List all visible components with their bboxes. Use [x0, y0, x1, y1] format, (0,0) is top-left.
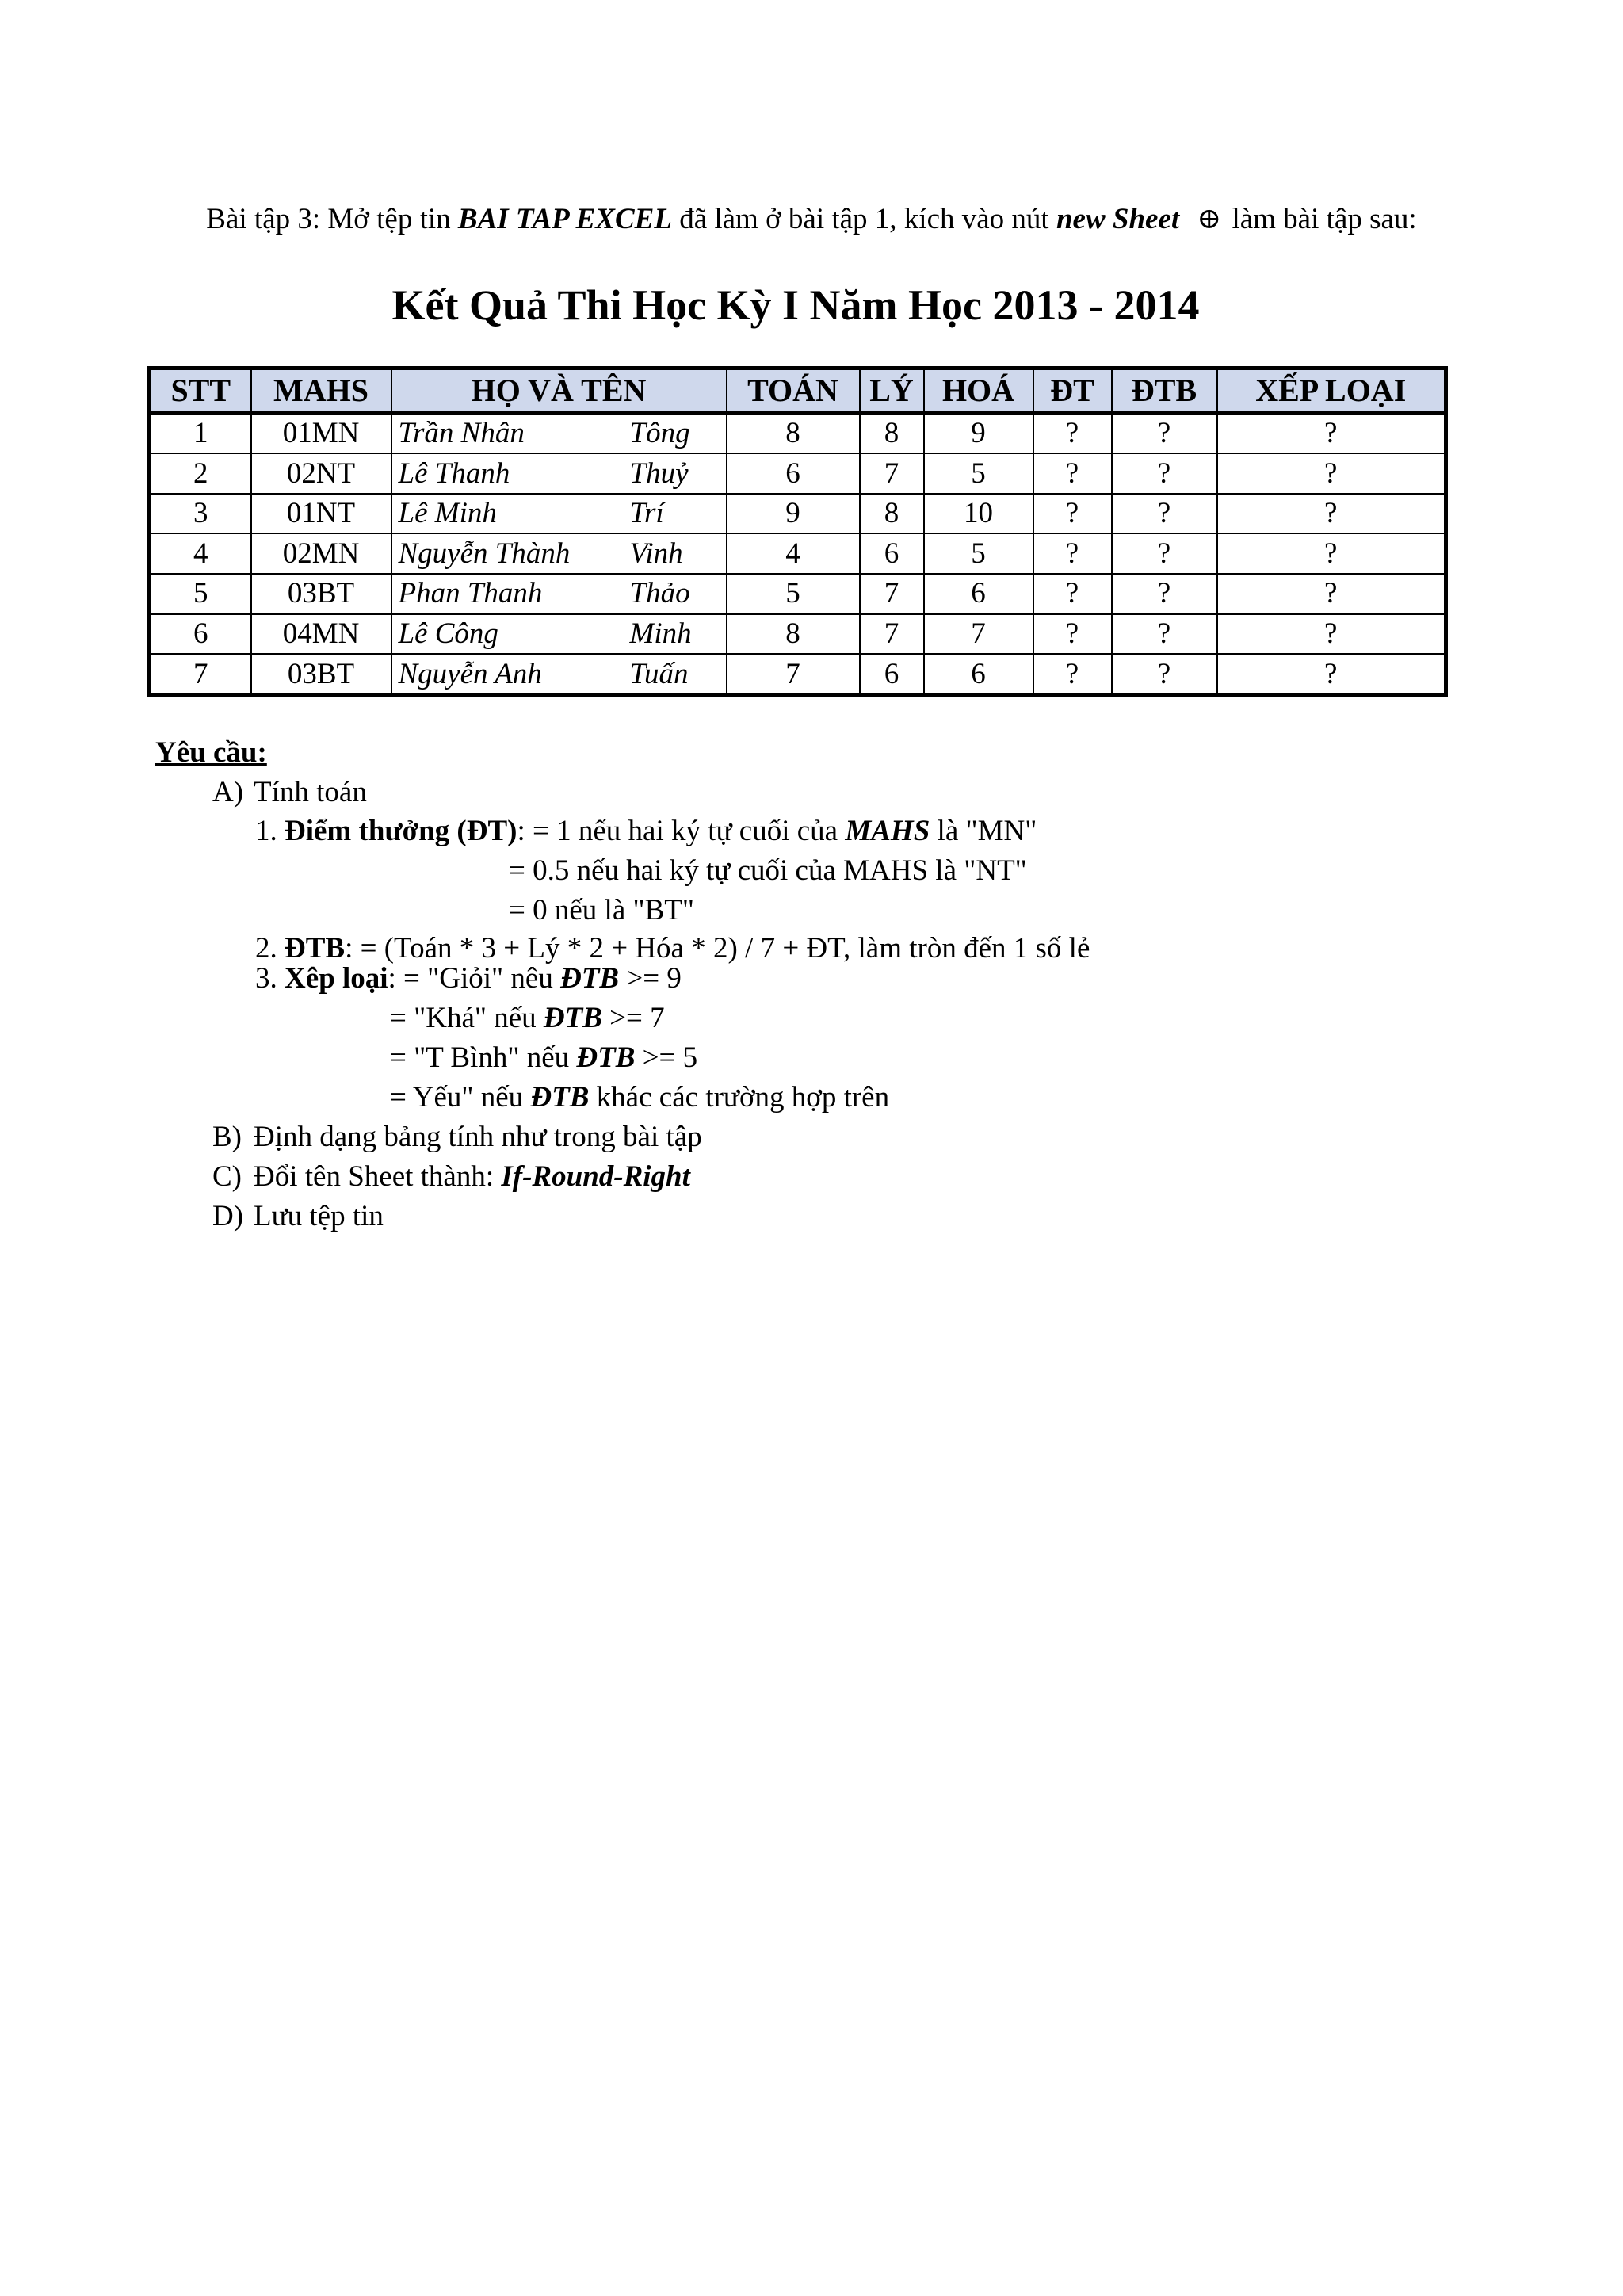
cell-stt: 6 — [150, 614, 251, 655]
section-b-text: Định dạng bảng tính như trong bài tập — [254, 1121, 702, 1153]
table-row — [150, 453, 1446, 494]
section-c-letter: C) — [212, 1160, 242, 1193]
cell-dt: ? — [1033, 413, 1112, 454]
cell-name — [391, 574, 727, 614]
cell-toan: 4 — [727, 533, 860, 574]
table-header-row — [150, 369, 1446, 413]
item-3-l2-pre: = "Khá" nếu — [390, 1002, 544, 1034]
item-3-l3-pre: = "T Bình" nếu — [390, 1041, 577, 1074]
section-c-sheet-name: If-Round-Right — [501, 1160, 690, 1193]
cell-ten: Thảo — [629, 577, 690, 610]
cell-ly: 7 — [860, 614, 924, 655]
section-c — [212, 1157, 690, 1197]
item-1-number: 1. — [255, 815, 285, 847]
item-3-l2-dtb: ĐTB — [543, 1002, 602, 1034]
cell-mahs: 03BT — [251, 574, 391, 614]
header-dtb: ĐTB — [1112, 369, 1217, 413]
intro-prefix: Bài tập 3: Mở tệp tin — [206, 203, 458, 235]
cell-name — [391, 533, 727, 574]
cell-ho: Lê Thanh — [398, 457, 510, 490]
cell-xep-loai: ? — [1217, 533, 1446, 574]
cell-xep-loai: ? — [1217, 614, 1446, 655]
header-ho-va-ten: HỌ VÀ TÊN — [391, 369, 727, 413]
cell-ten: Vinh — [629, 537, 683, 570]
cell-ly: 8 — [860, 413, 924, 454]
cell-dtb: ? — [1112, 574, 1217, 614]
cell-hoa: 7 — [924, 614, 1033, 655]
cell-ly: 6 — [860, 533, 924, 574]
item-3-number: 3. — [255, 962, 285, 995]
cell-xep-loai: ? — [1217, 494, 1446, 534]
cell-dt: ? — [1033, 654, 1112, 695]
cell-ho: Lê Công — [398, 617, 498, 650]
cell-ten: Trí — [629, 497, 664, 530]
cell-xep-loai: ? — [1217, 413, 1446, 454]
header-hoa: HOÁ — [924, 369, 1033, 413]
cell-name — [391, 413, 727, 454]
cell-ly: 7 — [860, 453, 924, 494]
cell-hoa: 9 — [924, 413, 1033, 454]
cell-dtb: ? — [1112, 453, 1217, 494]
table-row — [150, 494, 1446, 534]
cell-name — [391, 494, 727, 534]
cell-stt: 4 — [150, 533, 251, 574]
cell-ho: Lê Minh — [398, 497, 497, 530]
cell-ly: 8 — [860, 494, 924, 534]
cell-toan: 6 — [727, 453, 860, 494]
item-3-l4-dtb: ĐTB — [530, 1081, 590, 1114]
table-row — [150, 533, 1446, 574]
item-1-mahs: MAHS — [845, 815, 930, 847]
cell-dt: ? — [1033, 533, 1112, 574]
section-c-text: Đổi tên Sheet thành: — [254, 1160, 502, 1193]
cell-ly: 7 — [860, 574, 924, 614]
cell-ho: Phan Thanh — [398, 577, 543, 610]
item-3-l1-dtb: ĐTB — [560, 962, 620, 995]
cell-hoa: 5 — [924, 453, 1033, 494]
cell-ho: Nguyễn Anh — [398, 657, 542, 690]
cell-stt: 3 — [150, 494, 251, 534]
item-3-line-4 — [390, 1078, 889, 1117]
item-1-tail: là "MN" — [930, 815, 1037, 847]
item-3-l3-post: >= 5 — [635, 1041, 698, 1074]
header-ly: LÝ — [860, 369, 924, 413]
cell-xep-loai: ? — [1217, 654, 1446, 695]
cell-dt: ? — [1033, 614, 1112, 655]
table-row — [150, 614, 1446, 655]
item-1-line-2: = 0.5 nếu hai ký tự cuối của MAHS là "NT" — [509, 854, 1027, 887]
item-1-label: Điểm thưởng (ĐT) — [285, 815, 517, 847]
cell-dt: ? — [1033, 574, 1112, 614]
cell-stt: 2 — [150, 453, 251, 494]
table-row — [150, 654, 1446, 695]
header-dt: ĐT — [1033, 369, 1112, 413]
item-2-number: 2. — [255, 932, 285, 965]
cell-ten: Tuấn — [629, 657, 689, 690]
item-3-label: Xêp loại — [285, 962, 388, 995]
cell-name — [391, 614, 727, 655]
cell-toan: 5 — [727, 574, 860, 614]
cell-name — [391, 654, 727, 695]
cell-mahs: 04MN — [251, 614, 391, 655]
cell-xep-loai: ? — [1217, 453, 1446, 494]
item-3-l1-pre: : = "Giỏi" nêu — [388, 962, 561, 995]
cell-mahs: 02NT — [251, 453, 391, 494]
header-mahs: MAHS — [251, 369, 391, 413]
cell-ten: Thuỷ — [629, 457, 689, 490]
section-a-text: Tính toán — [254, 776, 367, 808]
cell-dt: ? — [1033, 494, 1112, 534]
section-b — [212, 1117, 702, 1157]
circled-plus-icon: ⊕ — [1197, 203, 1222, 235]
cell-mahs: 01NT — [251, 494, 391, 534]
cell-xep-loai: ? — [1217, 574, 1446, 614]
item-1-rest: : = 1 nếu hai ký tự cuối của — [517, 815, 846, 847]
cell-dtb: ? — [1112, 654, 1217, 695]
cell-name — [391, 453, 727, 494]
cell-mahs: 02MN — [251, 533, 391, 574]
page-title: Kết Quả Thi Học Kỳ I Năm Học 2013 - 2014 — [391, 281, 1200, 329]
cell-ten: Tông — [629, 416, 690, 449]
table-row — [150, 413, 1446, 454]
cell-hoa: 5 — [924, 533, 1033, 574]
section-b-letter: B) — [212, 1121, 242, 1153]
item-3-line-1 — [255, 959, 682, 999]
cell-hoa: 6 — [924, 574, 1033, 614]
cell-ten: Minh — [629, 617, 692, 650]
cell-stt: 7 — [150, 654, 251, 695]
cell-toan: 7 — [727, 654, 860, 695]
cell-mahs: 01MN — [251, 413, 391, 454]
section-d-letter: D) — [212, 1200, 244, 1232]
intro-middle: đã làm ở bài tập 1, kích vào nút — [671, 203, 1056, 235]
header-xep-loai: XẾP LOẠI — [1217, 369, 1446, 413]
cell-dtb: ? — [1112, 413, 1217, 454]
intro-button-name: new Sheet — [1056, 203, 1180, 235]
cell-toan: 8 — [727, 614, 860, 655]
item-1-line-3: = 0 nếu là "BT" — [509, 894, 694, 926]
cell-stt: 1 — [150, 413, 251, 454]
cell-mahs: 03BT — [251, 654, 391, 695]
cell-ly: 6 — [860, 654, 924, 695]
cell-stt: 5 — [150, 574, 251, 614]
item-3-l4-pre: = Yếu" nếu — [390, 1081, 531, 1114]
cell-ho: Nguyễn Thành — [398, 537, 571, 570]
intro-suffix: làm bài tập sau: — [1224, 203, 1417, 235]
item-3-line-3 — [390, 1038, 697, 1078]
grade-table — [147, 366, 1448, 697]
table-row — [150, 574, 1446, 614]
cell-dtb: ? — [1112, 533, 1217, 574]
section-d — [212, 1197, 384, 1236]
item-3-l2-post: >= 7 — [601, 1002, 665, 1034]
header-toan: TOÁN — [727, 369, 860, 413]
item-3-line-2 — [390, 999, 665, 1038]
section-a-letter: A) — [212, 776, 244, 808]
item-3-l4-post: khác các trường hợp trên — [589, 1081, 890, 1114]
item-2-rest: : = (Toán * 3 + Lý * 2 + Hóa * 2) / 7 + ĐT, làm tròn đến 1 số lẻ — [345, 932, 1090, 965]
item-3-l3-dtb: ĐTB — [576, 1041, 636, 1074]
cell-dt: ? — [1033, 453, 1112, 494]
cell-dtb: ? — [1112, 614, 1217, 655]
requirements-heading: Yêu cầu: — [155, 736, 267, 769]
item-1-line-1 — [255, 812, 1037, 851]
section-d-text: Lưu tệp tin — [254, 1200, 384, 1232]
cell-hoa: 6 — [924, 654, 1033, 695]
header-stt: STT — [150, 369, 251, 413]
cell-hoa: 10 — [924, 494, 1033, 534]
cell-toan: 9 — [727, 494, 860, 534]
intro-file-name: BAI TAP EXCEL — [457, 203, 672, 235]
item-2-label: ĐTB — [285, 932, 346, 965]
cell-ho: Trần Nhân — [398, 416, 525, 449]
exercise-intro — [0, 200, 1623, 239]
section-a — [212, 773, 367, 812]
cell-toan: 8 — [727, 413, 860, 454]
item-3-l1-post: >= 9 — [619, 962, 682, 995]
cell-dtb: ? — [1112, 494, 1217, 534]
